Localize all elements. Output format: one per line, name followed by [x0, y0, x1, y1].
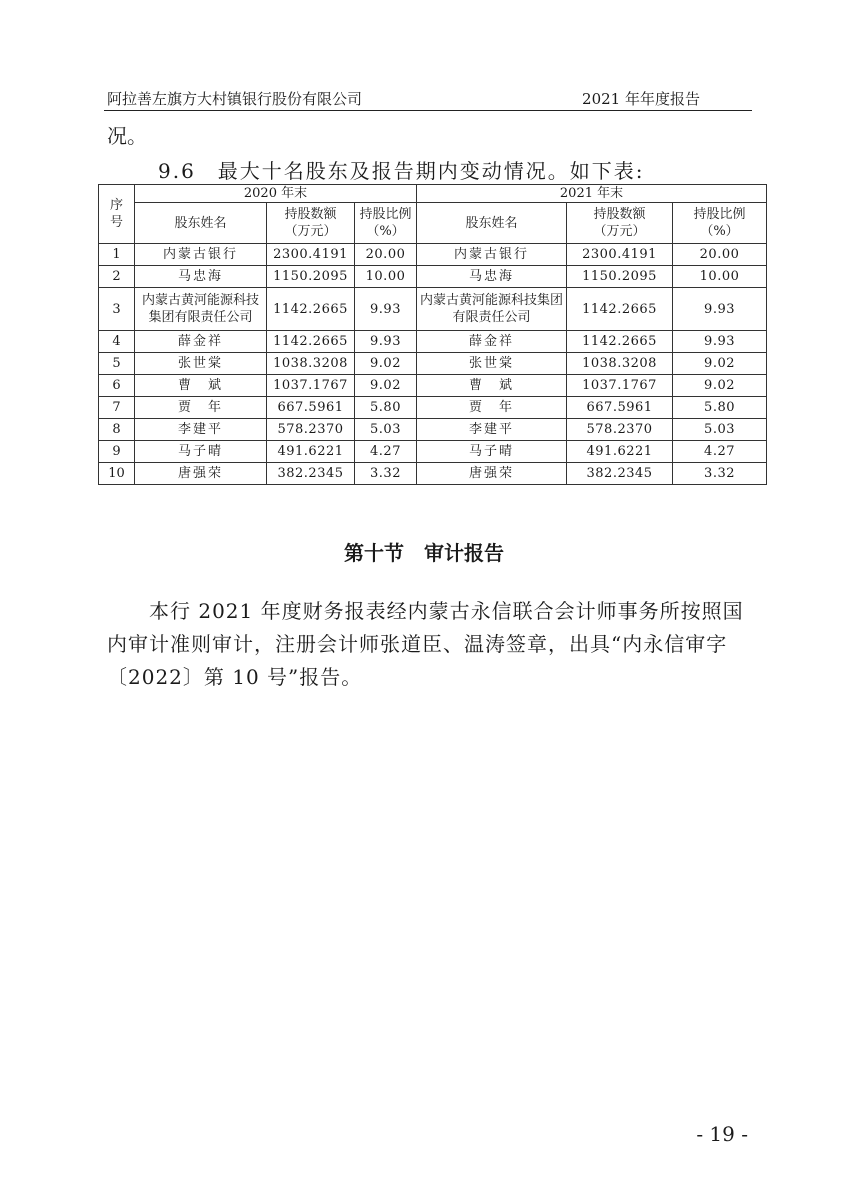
cell-ratio-2021: 5.80	[673, 397, 767, 419]
cell-seq: 9	[99, 441, 135, 463]
col-header-amount-2020: 持股数额（万元）	[267, 203, 355, 244]
table-row	[99, 288, 767, 331]
cell-name-2021: 唐强荣	[417, 463, 567, 485]
cell-amount-2021: 578.2370	[567, 419, 673, 441]
cell-seq: 8	[99, 419, 135, 441]
cell-seq: 2	[99, 266, 135, 288]
cell-amount-2021: 382.2345	[567, 463, 673, 485]
cell-amount-2020: 382.2345	[267, 463, 355, 485]
cell-name-2020: 内蒙古银行	[135, 244, 267, 266]
cell-ratio-2020: 9.93	[355, 331, 417, 353]
group-header-2020: 2020 年末	[135, 185, 417, 203]
cell-ratio-2020: 10.00	[355, 266, 417, 288]
cell-seq: 10	[99, 463, 135, 485]
cell-name-2020: 张世棠	[135, 353, 267, 375]
cell-ratio-2021: 3.32	[673, 463, 767, 485]
cell-ratio-2021: 5.03	[673, 419, 767, 441]
cell-amount-2021: 1142.2665	[567, 288, 673, 331]
cell-amount-2020: 1142.2665	[267, 288, 355, 331]
cell-ratio-2021: 4.27	[673, 441, 767, 463]
cell-amount-2020: 578.2370	[267, 419, 355, 441]
cell-seq: 6	[99, 375, 135, 397]
cell-seq: 4	[99, 331, 135, 353]
cell-name-2021: 贾 年	[417, 397, 567, 419]
table-row	[99, 353, 767, 375]
table-row	[99, 419, 767, 441]
col-header-name-2020: 股东姓名	[135, 203, 267, 244]
cell-ratio-2020: 3.32	[355, 463, 417, 485]
cell-name-2021: 曹 斌	[417, 375, 567, 397]
cell-name-2020: 马忠海	[135, 266, 267, 288]
cell-amount-2020: 667.5961	[267, 397, 355, 419]
cell-name-2020: 薛金祥	[135, 331, 267, 353]
cell-name-2020: 曹 斌	[135, 375, 267, 397]
table-row	[99, 397, 767, 419]
table-row	[99, 441, 767, 463]
seq-header: 序号	[99, 185, 135, 244]
cell-seq: 7	[99, 397, 135, 419]
cell-ratio-2021: 10.00	[673, 266, 767, 288]
cell-amount-2021: 2300.4191	[567, 244, 673, 266]
cell-amount-2021: 667.5961	[567, 397, 673, 419]
cell-ratio-2020: 5.03	[355, 419, 417, 441]
cell-ratio-2020: 9.02	[355, 353, 417, 375]
cell-ratio-2021: 9.02	[673, 353, 767, 375]
cell-name-2021: 张世棠	[417, 353, 567, 375]
cell-name-2020: 李建平	[135, 419, 267, 441]
cell-amount-2021: 1037.1767	[567, 375, 673, 397]
cell-ratio-2021: 9.93	[673, 331, 767, 353]
col-header-ratio-2020: 持股比例（%）	[355, 203, 417, 244]
cell-ratio-2021: 20.00	[673, 244, 767, 266]
cell-name-2021: 内蒙古银行	[417, 244, 567, 266]
col-header-ratio-2021: 持股比例（%）	[673, 203, 767, 244]
cell-ratio-2021: 9.02	[673, 375, 767, 397]
cell-amount-2020: 491.6221	[267, 441, 355, 463]
cell-seq: 3	[99, 288, 135, 331]
cell-amount-2021: 1150.2095	[567, 266, 673, 288]
cell-name-2020: 马子晴	[135, 441, 267, 463]
header-divider	[104, 110, 752, 111]
cell-ratio-2020: 9.93	[355, 288, 417, 331]
cell-name-2020: 唐强荣	[135, 463, 267, 485]
cell-name-2020: 贾 年	[135, 397, 267, 419]
shareholders-table	[98, 184, 767, 485]
cell-ratio-2020: 5.80	[355, 397, 417, 419]
cell-amount-2021: 491.6221	[567, 441, 673, 463]
continuation-text: 况。	[107, 124, 147, 148]
cell-ratio-2021: 9.93	[673, 288, 767, 331]
table-row	[99, 375, 767, 397]
table-row	[99, 331, 767, 353]
cell-name-2021: 李建平	[417, 419, 567, 441]
col-header-amount-2021: 持股数额（万元）	[567, 203, 673, 244]
cell-name-2020: 内蒙古黄河能源科技集团有限责任公司	[135, 288, 267, 331]
cell-name-2021: 内蒙古黄河能源科技集团有限责任公司	[417, 288, 567, 331]
header-company-name: 阿拉善左旗方大村镇银行股份有限公司	[107, 90, 363, 108]
cell-seq: 5	[99, 353, 135, 375]
cell-seq: 1	[99, 244, 135, 266]
table-row	[99, 463, 767, 485]
cell-amount-2021: 1038.3208	[567, 353, 673, 375]
cell-name-2021: 马忠海	[417, 266, 567, 288]
cell-amount-2020: 1142.2665	[267, 331, 355, 353]
cell-amount-2021: 1142.2665	[567, 331, 673, 353]
cell-amount-2020: 1037.1767	[267, 375, 355, 397]
cell-amount-2020: 2300.4191	[267, 244, 355, 266]
table-caption: 9.6 最大十名股东及报告期内变动情况。如下表:	[158, 159, 645, 183]
cell-name-2021: 马子晴	[417, 441, 567, 463]
col-header-name-2021: 股东姓名	[417, 203, 567, 244]
audit-paragraph: 本行 2021 年度财务报表经内蒙古永信联合会计师事务所按照国内审计准则审计，注册会计师张道臣、温涛签章，出具“内永信审字〔2022〕第 10 号”报告。	[107, 599, 744, 689]
cell-name-2021: 薛金祥	[417, 331, 567, 353]
cell-amount-2020: 1150.2095	[267, 266, 355, 288]
table-row	[99, 244, 767, 266]
cell-ratio-2020: 9.02	[355, 375, 417, 397]
cell-ratio-2020: 20.00	[355, 244, 417, 266]
page-number: - 19 -	[696, 1122, 748, 1146]
cell-ratio-2020: 4.27	[355, 441, 417, 463]
group-header-2021: 2021 年末	[417, 185, 767, 203]
header-report-title: 2021 年年度报告	[582, 90, 700, 108]
section-title: 第十节 审计报告	[344, 541, 504, 565]
table-row	[99, 266, 767, 288]
cell-amount-2020: 1038.3208	[267, 353, 355, 375]
